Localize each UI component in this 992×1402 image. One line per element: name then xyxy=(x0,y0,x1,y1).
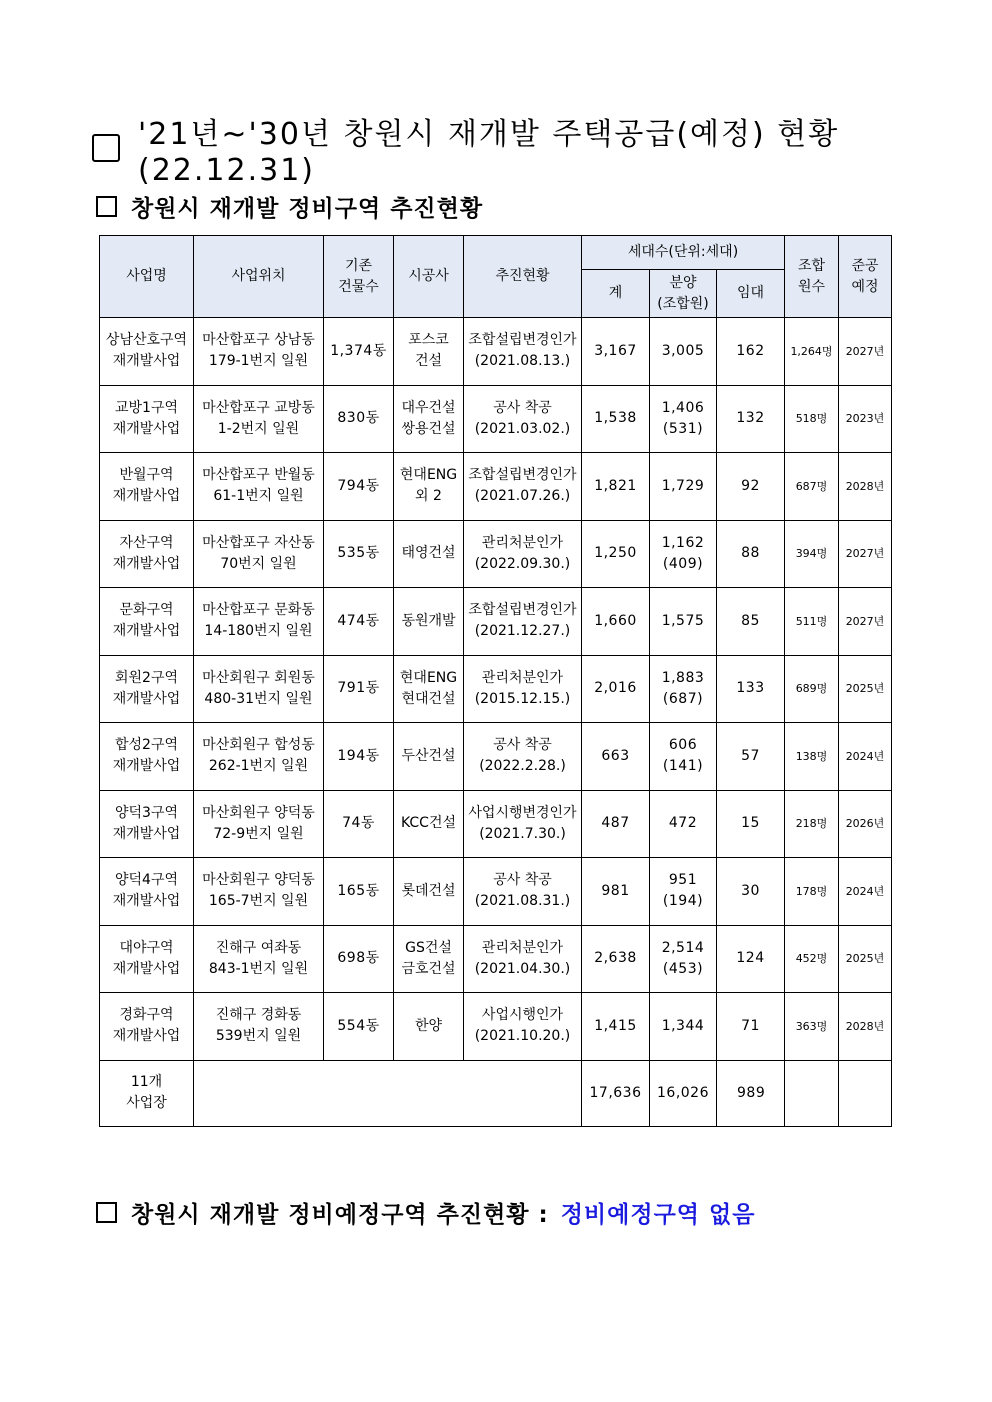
cell-buildings: 1,374동 xyxy=(324,318,394,386)
cell-contractor: 현대ENG 외 2 xyxy=(394,453,464,521)
cell-location: 마산회원구 양덕동 72-9번지 일원 xyxy=(194,790,324,858)
cell-completion: 2025년 xyxy=(839,925,892,993)
cell-contractor: 포스코 건설 xyxy=(394,318,464,386)
cell-location: 마산회원구 양덕동 165-7번지 일원 xyxy=(194,858,324,926)
table-row xyxy=(100,318,892,386)
cell-buildings: 165동 xyxy=(324,858,394,926)
cell-status: 관리처분인가 (2015.12.15.) xyxy=(464,655,582,723)
cell-rental: 15 xyxy=(717,790,785,858)
cell-location: 마산합포구 상남동 179-1번지 일원 xyxy=(194,318,324,386)
cell-name: 반월구역 재개발사업 xyxy=(100,453,194,521)
cell-contractor: 동원개발 xyxy=(394,588,464,656)
cell-rental: 30 xyxy=(717,858,785,926)
cell-location: 마산회원구 합성동 262-1번지 일원 xyxy=(194,723,324,791)
cell-sale: 1,406 (531) xyxy=(650,385,717,453)
cell-name: 문화구역 재개발사업 xyxy=(100,588,194,656)
square-bullet-icon xyxy=(96,196,117,217)
cell-rental: 124 xyxy=(717,925,785,993)
cell-name: 경화구역 재개발사업 xyxy=(100,993,194,1061)
totals-row xyxy=(100,1060,892,1126)
cell-total: 2,638 xyxy=(582,925,650,993)
cell-status: 조합설립변경인가 (2021.07.26.) xyxy=(464,453,582,521)
table-header-row xyxy=(100,236,892,270)
header-total: 계 xyxy=(582,270,650,318)
table-row xyxy=(100,858,892,926)
totals-rental: 989 xyxy=(717,1060,785,1126)
cell-buildings: 474동 xyxy=(324,588,394,656)
cell-total: 1,821 xyxy=(582,453,650,521)
cell-members: 452명 xyxy=(785,925,839,993)
cell-members: 511명 xyxy=(785,588,839,656)
cell-status: 공사 착공 (2021.08.31.) xyxy=(464,858,582,926)
redevelopment-status-table xyxy=(99,235,892,1127)
cell-buildings: 535동 xyxy=(324,520,394,588)
cell-completion: 2027년 xyxy=(839,318,892,386)
cell-name: 회원2구역 재개발사업 xyxy=(100,655,194,723)
section-heading-planned-text: 창원시 재개발 정비예정구역 추진현황 : xyxy=(131,1202,549,1228)
header-location: 사업위치 xyxy=(194,236,324,318)
cell-total: 2,016 xyxy=(582,655,650,723)
cell-members: 138명 xyxy=(785,723,839,791)
cell-location: 마산합포구 반월동 61-1번지 일원 xyxy=(194,453,324,521)
cell-rental: 132 xyxy=(717,385,785,453)
header-completion: 준공 예정 xyxy=(839,236,892,318)
cell-total: 1,250 xyxy=(582,520,650,588)
totals-label: 11개 사업장 xyxy=(100,1060,194,1126)
table-row xyxy=(100,655,892,723)
cell-rental: 88 xyxy=(717,520,785,588)
header-rental: 임대 xyxy=(717,270,785,318)
table-row xyxy=(100,723,892,791)
section-heading-zones-text: 창원시 재개발 정비구역 추진현황 xyxy=(131,196,484,222)
cell-rental: 71 xyxy=(717,993,785,1061)
cell-sale: 3,005 xyxy=(650,318,717,386)
header-members: 조합 원수 xyxy=(785,236,839,318)
table-row xyxy=(100,453,892,521)
cell-members: 1,264명 xyxy=(785,318,839,386)
header-sale: 분양 (조합원) xyxy=(650,270,717,318)
cell-total: 1,660 xyxy=(582,588,650,656)
table-row xyxy=(100,588,892,656)
cell-location: 진해구 경화동 539번지 일원 xyxy=(194,993,324,1061)
header-name: 사업명 xyxy=(100,236,194,318)
cell-buildings: 830동 xyxy=(324,385,394,453)
cell-name: 교방1구역 재개발사업 xyxy=(100,385,194,453)
cell-sale: 1,344 xyxy=(650,993,717,1061)
cell-contractor: GS건설 금호건설 xyxy=(394,925,464,993)
cell-members: 687명 xyxy=(785,453,839,521)
square-bullet-icon xyxy=(96,1202,117,1223)
cell-status: 조합설립변경인가 (2021.12.27.) xyxy=(464,588,582,656)
cell-sale: 606 (141) xyxy=(650,723,717,791)
cell-contractor: KCC건설 xyxy=(394,790,464,858)
cell-rental: 85 xyxy=(717,588,785,656)
cell-rental: 57 xyxy=(717,723,785,791)
cell-sale: 1,575 xyxy=(650,588,717,656)
cell-sale: 1,162 (409) xyxy=(650,520,717,588)
document-title xyxy=(92,116,912,188)
header-buildings: 기존 건물수 xyxy=(324,236,394,318)
cell-status: 사업시행변경인가 (2021.7.30.) xyxy=(464,790,582,858)
cell-total: 487 xyxy=(582,790,650,858)
cell-status: 조합설립변경인가 (2021.08.13.) xyxy=(464,318,582,386)
table-row xyxy=(100,520,892,588)
cell-contractor: 한양 xyxy=(394,993,464,1061)
cell-members: 218명 xyxy=(785,790,839,858)
cell-completion: 2026년 xyxy=(839,790,892,858)
cell-sale: 2,514 (453) xyxy=(650,925,717,993)
cell-location: 마산합포구 교방동 1-2번지 일원 xyxy=(194,385,324,453)
cell-completion: 2028년 xyxy=(839,453,892,521)
totals-blank xyxy=(194,1060,582,1126)
cell-completion: 2027년 xyxy=(839,520,892,588)
cell-location: 마산합포구 자산동 70번지 일원 xyxy=(194,520,324,588)
cell-completion: 2025년 xyxy=(839,655,892,723)
table-row xyxy=(100,993,892,1061)
cell-name: 합성2구역 재개발사업 xyxy=(100,723,194,791)
cell-completion: 2028년 xyxy=(839,993,892,1061)
cell-members: 518명 xyxy=(785,385,839,453)
cell-buildings: 194동 xyxy=(324,723,394,791)
cell-name: 양덕4구역 재개발사업 xyxy=(100,858,194,926)
cell-buildings: 791동 xyxy=(324,655,394,723)
totals-total: 17,636 xyxy=(582,1060,650,1126)
cell-sale: 1,729 xyxy=(650,453,717,521)
cell-total: 1,538 xyxy=(582,385,650,453)
cell-rental: 133 xyxy=(717,655,785,723)
cell-members: 363명 xyxy=(785,993,839,1061)
table-row xyxy=(100,385,892,453)
cell-contractor: 태영건설 xyxy=(394,520,464,588)
cell-location: 마산합포구 문화동 14-180번지 일원 xyxy=(194,588,324,656)
section-heading-planned xyxy=(96,1196,755,1229)
cell-name: 양덕3구역 재개발사업 xyxy=(100,790,194,858)
cell-completion: 2023년 xyxy=(839,385,892,453)
totals-completion xyxy=(839,1060,892,1126)
cell-contractor: 현대ENG 현대건설 xyxy=(394,655,464,723)
cell-status: 관리처분인가 (2021.04.30.) xyxy=(464,925,582,993)
cell-location: 진해구 여좌동 843-1번지 일원 xyxy=(194,925,324,993)
cell-status: 사업시행인가 (2021.10.20.) xyxy=(464,993,582,1061)
cell-sale: 951 (194) xyxy=(650,858,717,926)
header-households: 세대수(단위:세대) xyxy=(582,236,785,270)
checkbox-square-icon xyxy=(92,134,120,162)
cell-contractor: 롯데건설 xyxy=(394,858,464,926)
totals-sale: 16,026 xyxy=(650,1060,717,1126)
cell-total: 663 xyxy=(582,723,650,791)
cell-total: 3,167 xyxy=(582,318,650,386)
cell-contractor: 두산건설 xyxy=(394,723,464,791)
cell-members: 394명 xyxy=(785,520,839,588)
cell-completion: 2024년 xyxy=(839,723,892,791)
cell-location: 마산회원구 회원동 480-31번지 일원 xyxy=(194,655,324,723)
cell-name: 자산구역 재개발사업 xyxy=(100,520,194,588)
cell-completion: 2027년 xyxy=(839,588,892,656)
header-status: 추진현황 xyxy=(464,236,582,318)
cell-total: 1,415 xyxy=(582,993,650,1061)
cell-rental: 162 xyxy=(717,318,785,386)
section-heading-zones xyxy=(96,190,483,223)
cell-sale: 1,883 (687) xyxy=(650,655,717,723)
cell-rental: 92 xyxy=(717,453,785,521)
cell-total: 981 xyxy=(582,858,650,926)
table-row xyxy=(100,790,892,858)
cell-sale: 472 xyxy=(650,790,717,858)
cell-members: 178명 xyxy=(785,858,839,926)
cell-name: 상남산호구역 재개발사업 xyxy=(100,318,194,386)
cell-members: 689명 xyxy=(785,655,839,723)
cell-status: 공사 착공 (2021.03.02.) xyxy=(464,385,582,453)
cell-contractor: 대우건설 쌍용건설 xyxy=(394,385,464,453)
cell-status: 관리처분인가 (2022.09.30.) xyxy=(464,520,582,588)
cell-buildings: 74동 xyxy=(324,790,394,858)
cell-status: 공사 착공 (2022.2.28.) xyxy=(464,723,582,791)
cell-buildings: 794동 xyxy=(324,453,394,521)
totals-members xyxy=(785,1060,839,1126)
planned-zones-note: 정비예정구역 없음 xyxy=(560,1202,756,1228)
cell-buildings: 554동 xyxy=(324,993,394,1061)
header-contractor: 시공사 xyxy=(394,236,464,318)
cell-buildings: 698동 xyxy=(324,925,394,993)
table-row xyxy=(100,925,892,993)
document-title-text: '21년~'30년 창원시 재개발 주택공급(예정) 현황(22.12.31) xyxy=(138,116,840,188)
cell-completion: 2024년 xyxy=(839,858,892,926)
cell-name: 대야구역 재개발사업 xyxy=(100,925,194,993)
